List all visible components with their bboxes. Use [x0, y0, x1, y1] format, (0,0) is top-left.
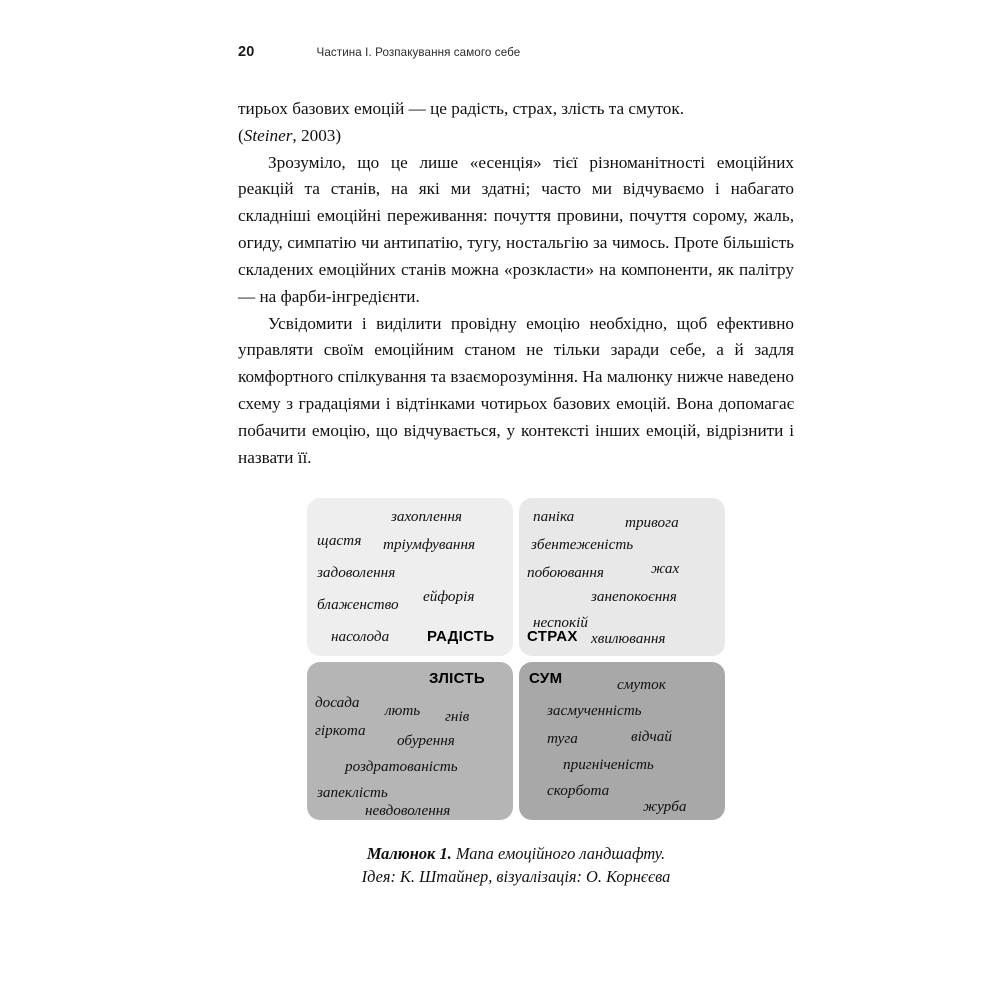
emotion-word: туга	[547, 729, 578, 747]
body-text	[238, 96, 794, 472]
emotion-word: журба	[643, 797, 687, 815]
figure-caption	[238, 842, 794, 890]
page-content	[238, 44, 794, 889]
emotion-word: обурення	[397, 731, 455, 749]
running-title: Частина I. Розпакування самого себе	[316, 46, 521, 59]
emotion-word: хвилювання	[591, 629, 666, 647]
emotion-word: скорбота	[547, 781, 610, 799]
emotion-word: відчай	[631, 727, 672, 745]
paragraph-line-1: тирьох базових емоцій — це радість, страх, злість та смуток.	[238, 99, 684, 118]
emotion-word: блаженство	[317, 595, 399, 613]
emotion-word: невдоволення	[365, 801, 451, 819]
emotion-word: запеклість	[317, 783, 388, 801]
quadrant-sadness	[519, 662, 725, 820]
core-emotion-joy: РАДІСТЬ	[427, 627, 495, 645]
figure-caption-credit: Ідея: К. Штайнер, візуалізація: О. Корнєєва	[361, 867, 671, 887]
emotion-word: паніка	[533, 507, 575, 525]
emotion-word: жах	[651, 559, 680, 577]
emotion-word: пригніченість	[563, 755, 654, 773]
emotion-word: гнів	[445, 707, 470, 725]
citation-author: Steiner	[243, 125, 293, 145]
quadrant-anger	[307, 662, 513, 820]
emotion-word: насолода	[331, 627, 390, 645]
emotion-word: тривога	[625, 513, 679, 531]
emotion-word: засмученність	[547, 701, 642, 719]
quadrant-joy	[307, 498, 513, 656]
emotion-word: гіркота	[315, 721, 366, 739]
core-emotion-anger: ЗЛІСТЬ	[429, 669, 485, 687]
emotion-word: побоювання	[527, 563, 604, 581]
running-head	[238, 44, 794, 70]
emotion-word: ейфорія	[423, 587, 475, 605]
emotion-word: роздратованість	[345, 757, 458, 775]
paragraph-2: Зрозуміло, що це лише «есенція» тієї різноманітності емоційних реакцій та станів, на які ми здатні; часто ми відчуваємо і набагато складніші емоційні переживання: почуття провини, почуття сорому, жаль, огиду, симпатію чи антипатію, тугу, ностальгію за чимось. Проте більшість складених емоційних станів можна «розкласти» на компоненти, як палітру — на фарби-інгредієнти.	[238, 152, 794, 306]
core-emotion-sadness: СУМ	[529, 669, 563, 687]
emotion-quadrant-grid	[307, 498, 725, 820]
emotion-word: щастя	[317, 531, 362, 549]
emotion-word: неспокій	[533, 613, 588, 631]
paragraph-continuation: тирьох базових емоцій — це радість, страх, злість та смуток. (Steiner, 2003)	[238, 99, 684, 145]
paragraph-3: Усвідомити і виділити провідну емоцію необхідно, щоб ефективно управляти своїм емоційним станом не тільки заради себе, а й задля комфортного спілкування та взаєморозуміння. На малюнку нижче наведено схему з градаціями і відтінками чотирьох базових емоцій. Вона допомагає побачити емоцію, що відчувається, у контексті інших емоцій, відрізнити і назвати її.	[238, 313, 794, 467]
emotion-word: смуток	[617, 675, 666, 693]
emotion-word: збентеженість	[531, 535, 634, 553]
core-emotion-fear: СТРАХ	[527, 627, 578, 645]
figure-caption-label: Малюнок 1.	[366, 843, 452, 863]
emotion-word: захоплення	[391, 507, 462, 525]
quadrant-fear	[519, 498, 725, 656]
emotion-word: тріумфування	[383, 535, 476, 553]
figure-emotion-map	[238, 498, 794, 890]
emotion-word: задоволення	[317, 563, 396, 581]
page-number: 20	[238, 44, 255, 60]
figure-caption-title: Мапа емоційного ландшафту.	[455, 843, 666, 863]
citation-year: , 2003)	[292, 125, 342, 145]
emotion-word: занепокоєння	[591, 587, 677, 605]
emotion-word: досада	[315, 693, 360, 711]
emotion-word: лють	[385, 701, 421, 719]
